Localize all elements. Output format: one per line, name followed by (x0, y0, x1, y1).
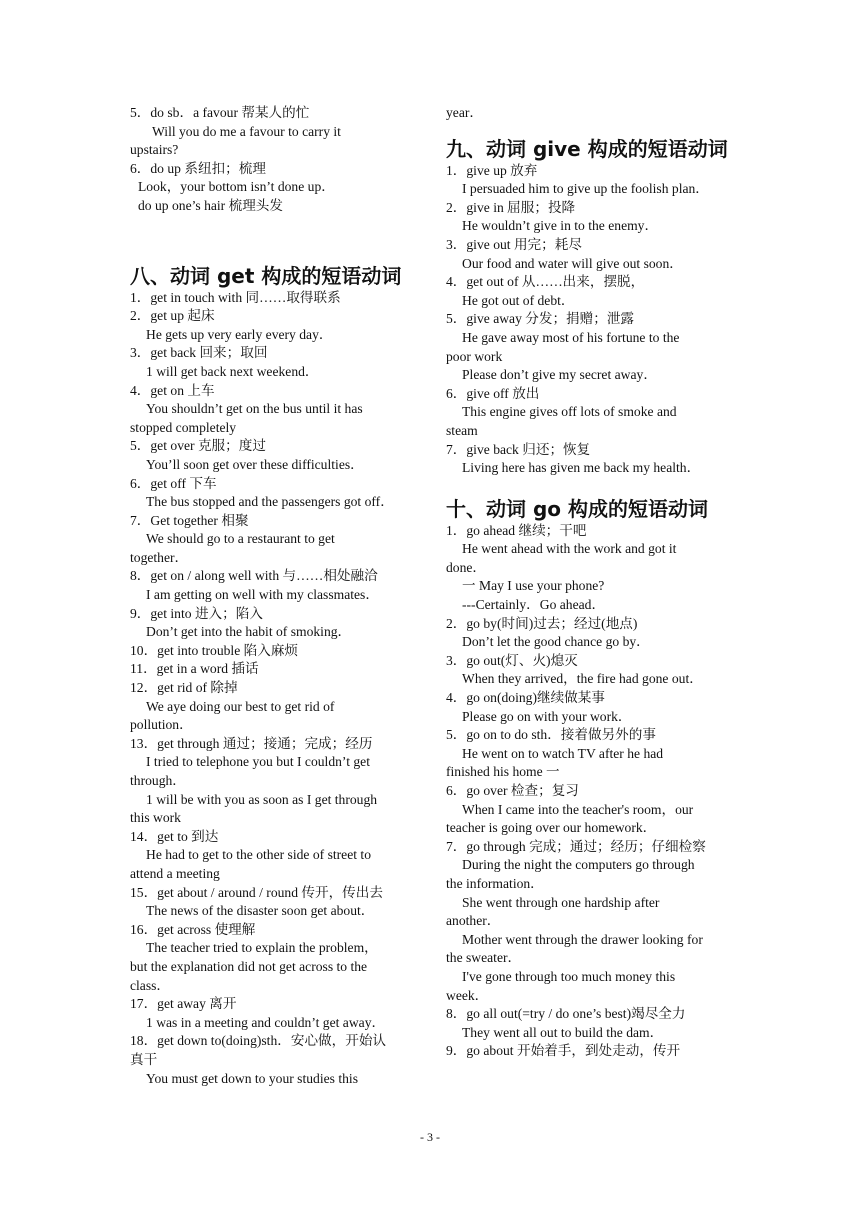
example-line: This engine gives off lots of smoke and (462, 404, 677, 420)
phrase-entry: 4．get out of 从……出来，摆脱， (446, 274, 645, 290)
phrase-entry: 12．get rid of 除掉 (130, 680, 238, 696)
phrase-entry: 6．go over 检查；复习 (446, 783, 579, 798)
example-line: You’ll soon get over these difficulties． (146, 456, 364, 472)
section-heading: 十、动词 go 构成的短语动词 (446, 496, 708, 521)
example-line: The bus stopped and the passengers got off． (146, 494, 394, 510)
example-line: poor work (446, 348, 503, 364)
example-line: Please don’t give my secret away． (462, 367, 657, 383)
example-line: class． (130, 977, 171, 993)
example-line: I tried to telephone you but I couldn’t get (146, 754, 370, 770)
phrase-entry: 5．do sb．a favour 帮某人的忙 (130, 105, 310, 120)
example-line: through． (130, 773, 186, 788)
phrase-entry: 14．get to 到达 (130, 828, 219, 844)
phrase-entry: 16．get across 使理解 (130, 921, 256, 937)
phrase-entry: 1．get in touch with 同……取得联系 (130, 289, 341, 305)
example-line: She went through one hardship after (462, 894, 660, 910)
example-line: together． (130, 549, 189, 565)
example-line: done． (446, 559, 487, 575)
example-line: 1 was in a meeting and couldn’t get away． (146, 1014, 386, 1030)
example-line: They went all out to build the dam． (462, 1024, 664, 1040)
example-line: 一 May I use your phone? (462, 578, 605, 594)
example-line: He had to get to the other side of street to (146, 847, 371, 863)
phrase-entry: 1．go ahead 继续；干吧 (446, 522, 587, 538)
example-line: During the night the computers go through (462, 857, 695, 873)
example-line: He went ahead with the work and got it (462, 541, 677, 557)
phrase-entry: 15．get about / around / round 传开，传出去 (130, 884, 383, 900)
phrase-entry: 2．go by(时间)过去；经过(地点) (446, 615, 638, 631)
phrase-entry: 13．get through 通过；接通；完成；经历 (130, 735, 373, 751)
example-line: year． (446, 105, 483, 120)
phrase-entry: 4．get on 上车 (130, 382, 215, 398)
example-line: the sweater． (446, 950, 522, 966)
example-line: this work (130, 810, 181, 826)
example-line: He gave away most of his fortune to the (462, 329, 680, 345)
example-line: upstairs? (130, 142, 179, 158)
phrase-entry: 4．go on(doing)继续做某事 (446, 690, 605, 706)
section-heading: 八、动词 get 构成的短语动词 (130, 263, 402, 288)
phrase-entry: 18．get down to(doing)sth．安心做，开始认 (130, 1033, 387, 1049)
example-line: He went on to watch TV after he had (462, 745, 664, 761)
example-line: We aye doing our best to get rid of (146, 698, 335, 714)
example-line: He got out of debt． (462, 292, 575, 308)
example-line: Living here has given me back my health． (462, 460, 701, 476)
example-line: Don’t let the good chance go by． (462, 634, 650, 650)
spacer (130, 216, 420, 263)
phrase-entry: 6．do up 系纽扣；梳理 (130, 160, 266, 176)
example-line: another． (446, 913, 501, 929)
page-number: - 3 - (420, 1130, 440, 1144)
example-line: 1 will get back next weekend． (146, 363, 319, 379)
phrase-entry: 2．get up 起床 (130, 308, 215, 324)
example-line: Our food and water will give out soon． (462, 255, 683, 271)
spacer (446, 478, 746, 496)
example-line: Look，your bottom isn’t done up． (138, 179, 335, 195)
example-line: stopped completely (130, 419, 237, 435)
example-line: He wouldn’t give in to the enemy． (462, 218, 659, 234)
phrase-entry: 1．give up 放弃 (446, 162, 538, 178)
example-line: 1 will be with you as soon as I get through (146, 791, 378, 807)
phrase-entry: 9．go about 开始着手，到处走动，传开 (446, 1043, 681, 1059)
example-line: The news of the disaster soon get about． (146, 903, 375, 919)
phrase-entry: 6．get off 下车 (130, 475, 217, 491)
right-column (446, 104, 746, 1061)
example-line: do up one’s hair 梳理头发 (138, 197, 283, 213)
example-line: You shouldn’t get on the bus until it has (146, 401, 363, 417)
example-line: Don’t get into the habit of smoking． (146, 624, 352, 640)
example-line: attend a meeting (130, 865, 220, 881)
phrase-entry: 7．go through 完成；通过；经历；仔细检察 (446, 838, 706, 854)
example-line: We should go to a restaurant to get (146, 531, 335, 547)
section-heading: 九、动词 give 构成的短语动词 (446, 136, 728, 161)
example-line: When they arrived，the fire had gone out． (462, 671, 703, 687)
left-column (130, 104, 420, 1088)
example-line: I am getting on well with my classmates． (146, 587, 379, 603)
example-line: teacher is going over our homework． (446, 820, 657, 836)
example-line: the information． (446, 875, 544, 891)
spacer (446, 123, 746, 136)
phrase-entry: 17．get away 离开 (130, 996, 237, 1012)
example-line: He gets up very early every day． (146, 326, 333, 342)
example-line: finished his home 一 (446, 764, 560, 780)
example-line: You must get down to your studies this (146, 1070, 358, 1086)
phrase-entry: 10．get into trouble 陷入麻烦 (130, 642, 299, 658)
example-line: Please go on with your work． (462, 708, 632, 724)
phrase-entry: 5．get over 克服；度过 (130, 438, 266, 454)
example-line: Mother went through the drawer looking for (462, 931, 703, 947)
phrase-entry: 8．get on / along well with 与……相处融洽 (130, 568, 378, 584)
phrase-entry: 9．get into 进入；陷入 (130, 605, 263, 621)
phrase-entry: 7．give back 归还；恢复 (446, 441, 591, 457)
example-line: 真干 (130, 1051, 158, 1067)
example-line: Will you do me a favour to carry it (152, 123, 341, 139)
phrase-entry: 2．give in 屈服；投降 (446, 199, 576, 215)
phrase-entry: 8．go all out(=try / do one’s best)竭尽全力 (446, 1006, 686, 1022)
phrase-entry: 5．go on to do sth．接着做另外的事 (446, 727, 656, 743)
phrase-entry: 11．get in a word 插话 (130, 661, 259, 677)
example-line: steam (446, 422, 478, 438)
phrase-entry: 3．give out 用完；耗尽 (446, 236, 582, 252)
phrase-entry: 6．give off 放出 (446, 385, 540, 401)
example-line: pollution． (130, 717, 193, 733)
example-line: ---Certainly．Go ahead． (462, 597, 606, 613)
example-line: week． (446, 987, 489, 1003)
example-line: I've gone through too much money this (462, 968, 676, 984)
example-line: When I came into the teacher's room，our (462, 801, 694, 817)
example-line: The teacher tried to explain the problem， (146, 940, 378, 956)
phrase-entry: 5．give away 分发；捐赠；泄露 (446, 311, 635, 327)
phrase-entry: 3．go out(灯、火)熄灭 (446, 652, 578, 668)
example-line: but the explanation did not get across to the (130, 958, 368, 974)
phrase-entry: 7．Get together 相聚 (130, 512, 249, 528)
example-line: I persuaded him to give up the foolish plan． (462, 181, 709, 197)
phrase-entry: 3．get back 回来；取回 (130, 345, 268, 361)
